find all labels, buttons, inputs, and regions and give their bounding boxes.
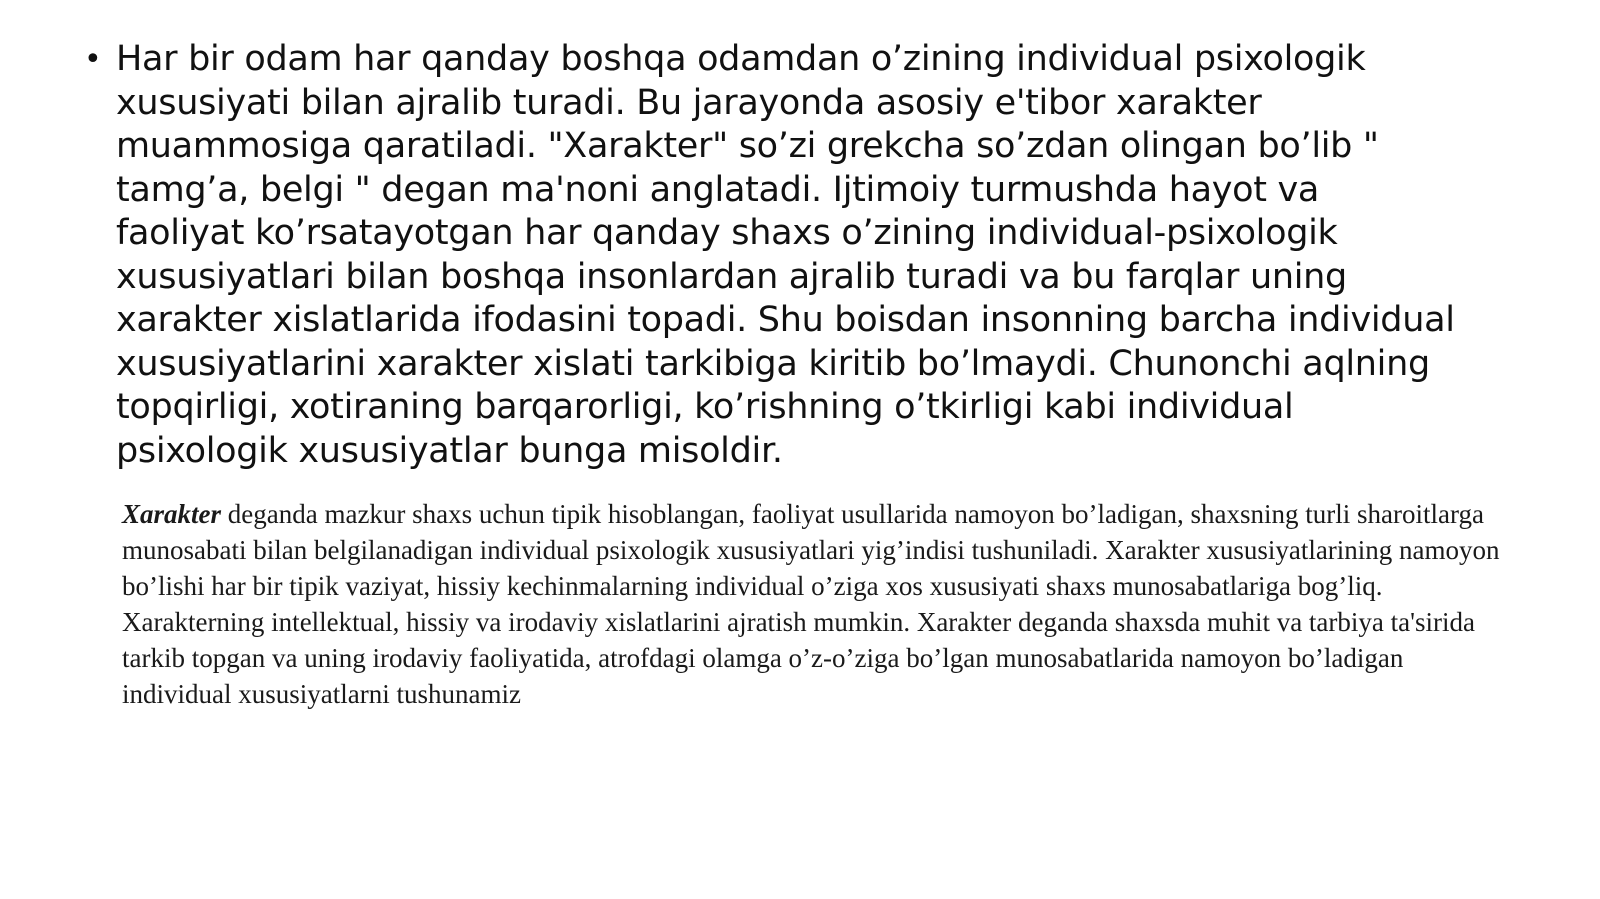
bullet-paragraph: Har bir odam har qanday boshqa odamdan o’zining individual psixologik xususiyati bilan ajralib turadi. Bu jarayonda asosiy e'tibor xarakter muammosiga qaratiladi. "Xarakter" so’zi grekcha so’zdan olingan bo’lib " tamg’a, belgi " degan ma'noni anglatadi. Ijtimoiy turmushda hayot va faoliyat ko’rsatayotgan har qanday shaxs o’zining individual-psixologik xususiyatlari bilan boshqa insonlardan ajralib turadi va bu farqlar uning xarakter xislatlarida ifodasini topadi. Shu boisdan insonning barcha individual xususiyatlarini xarakter xislati tarkibiga kiritib bo’lmaydi. Chunonchi aqlning topqirligi, xotiraning barqarorligi, ko’rishning o’tkirligi kabi individual psixologik xususiyatlar bunga misoldir. xyxy=(116,39,1455,471)
bullet-item xyxy=(84,38,1484,473)
definition-text: deganda mazkur shaxs uchun tipik hisoblangan, faoliyat usullarida namoyon bo’ladigan, shaxsning turli sharoitlarga munosabati bilan belgilanadigan individual psixologik xususiyatlari yig’indisi tushuniladi. Xarakter xususiyatlarining namoyon bo’lishi har bir tipik vaziyat, hissiy kechinmalarning individual o’ziga xos xususiyati shaxs munosabatlariga bog’liq. Xarakterning intellektual, hissiy va irodaviy xislatlarini ajratish mumkin. Xarakter deganda shaxsda muhit va tarbiya ta'sirida tarkib topgan va uning irodaviy faoliyatida, atrofdagi olamga o’z-o’ziga bo’lgan munosabatlarida namoyon bo’ladigan individual xususiyatlarni tushunamiz xyxy=(122,499,1500,709)
bullet-marker: • xyxy=(84,42,102,77)
bullet-block xyxy=(84,38,1484,473)
definition-paragraph xyxy=(122,496,1512,712)
definition-term: Xarakter xyxy=(122,499,222,529)
